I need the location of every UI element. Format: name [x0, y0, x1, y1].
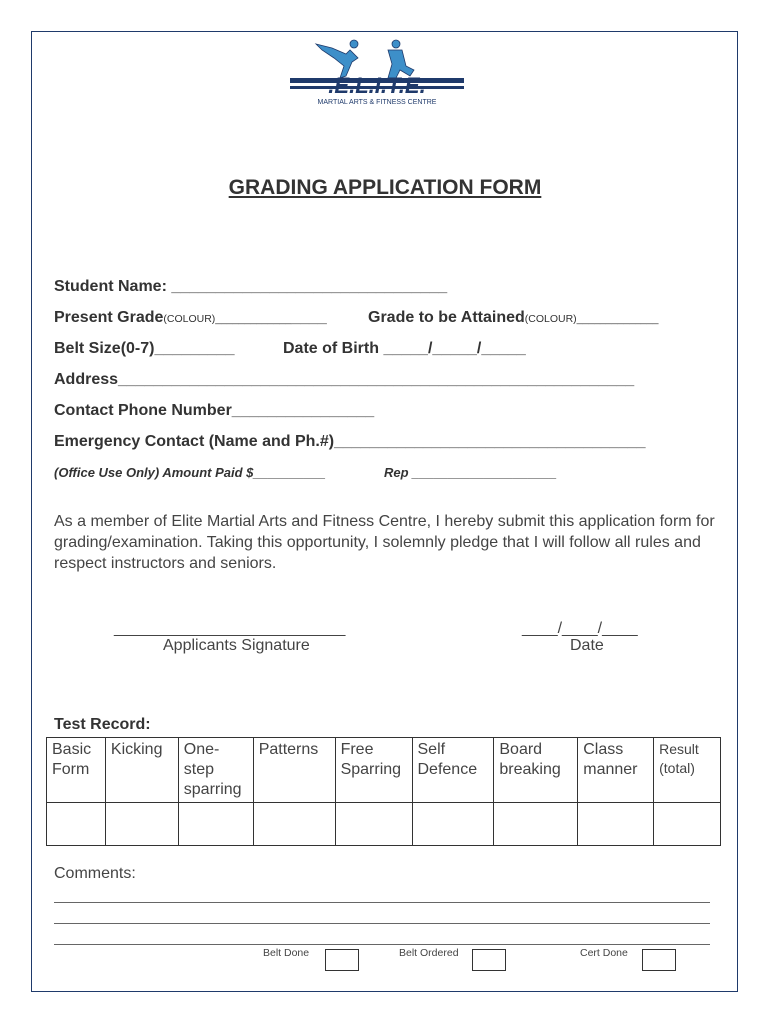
dob-field[interactable]: Date of Birth _____/_____/_____	[283, 340, 526, 357]
present-grade-tail: ____	[291, 309, 327, 326]
signature-line[interactable]: __________________________	[114, 620, 346, 637]
score-cell[interactable]	[654, 803, 721, 846]
address-field[interactable]: Address__________________________________________________________	[54, 371, 635, 388]
column-header: Result (total)	[654, 738, 721, 803]
present-grade-field[interactable]	[54, 309, 327, 327]
belt-ordered-label: Belt Ordered	[399, 947, 459, 959]
elite-logo	[288, 36, 466, 108]
score-cell[interactable]	[105, 803, 178, 846]
date-label: Date	[570, 637, 604, 654]
column-header: Patterns	[253, 738, 335, 803]
test-record-table	[46, 737, 721, 846]
column-header: Self Defence	[412, 738, 494, 803]
comments-label: Comments:	[54, 865, 136, 882]
comment-line[interactable]	[54, 923, 710, 924]
column-header: Basic Form	[47, 738, 106, 803]
grade-attained-label: Grade to be Attained	[368, 309, 525, 326]
declaration-text: As a member of Elite Martial Arts and Fitness Centre, I hereby submit this application form for grading/examination. Taking this opportunity, I solemnly pledge that I will follow all rules and respect instructors and seniors.	[54, 513, 715, 572]
form-title: GRADING APPLICATION FORM	[228, 176, 542, 199]
comment-line[interactable]	[54, 902, 710, 903]
cert-done-label: Cert Done	[580, 947, 628, 959]
test-record-title: Test Record:	[54, 716, 151, 733]
belt-done-checkbox[interactable]	[325, 949, 359, 971]
logo-subtitle: MARTIAL ARTS & FITNESS CENTRE	[317, 99, 437, 106]
belt-done-label: Belt Done	[263, 947, 310, 959]
logo-word: .E.L.I.T.E.	[328, 73, 426, 98]
contact-phone-field[interactable]: Contact Phone Number________________	[54, 402, 375, 419]
emergency-contact-field[interactable]: Emergency Contact (Name and Ph.#)___________________________________	[54, 433, 646, 450]
column-header: Board breaking	[494, 738, 578, 803]
signature-label: Applicants Signature	[163, 637, 310, 654]
column-header: One-step sparring	[178, 738, 253, 803]
score-cell[interactable]	[335, 803, 412, 846]
grade-attained-hint: (COLOUR)______________	[524, 313, 659, 325]
score-cell[interactable]	[494, 803, 578, 846]
column-header: Kicking	[105, 738, 178, 803]
score-cell[interactable]	[253, 803, 335, 846]
column-header: Class manner	[578, 738, 654, 803]
grade-attained-field[interactable]	[368, 309, 658, 327]
score-cell[interactable]	[178, 803, 253, 846]
date-line[interactable]: ____/____/____	[522, 620, 638, 637]
belt-ordered-checkbox[interactable]	[472, 949, 506, 971]
score-cell[interactable]	[578, 803, 654, 846]
present-grade-hint: (COLOUR)_____________	[163, 313, 292, 325]
student-name-field[interactable]: Student Name: _______________________________	[54, 278, 448, 295]
present-grade-label: Present Grade	[54, 309, 164, 326]
column-header: Free Sparring	[335, 738, 412, 803]
belt-size-field[interactable]: Belt Size(0-7)_________	[54, 340, 235, 357]
office-use-amount: (Office Use Only) Amount Paid $__________	[54, 465, 326, 480]
cert-done-checkbox[interactable]	[642, 949, 676, 971]
office-use-rep: Rep ____________________	[384, 465, 557, 480]
comment-line[interactable]	[54, 944, 710, 945]
score-cell[interactable]	[412, 803, 494, 846]
score-cell[interactable]	[47, 803, 106, 846]
